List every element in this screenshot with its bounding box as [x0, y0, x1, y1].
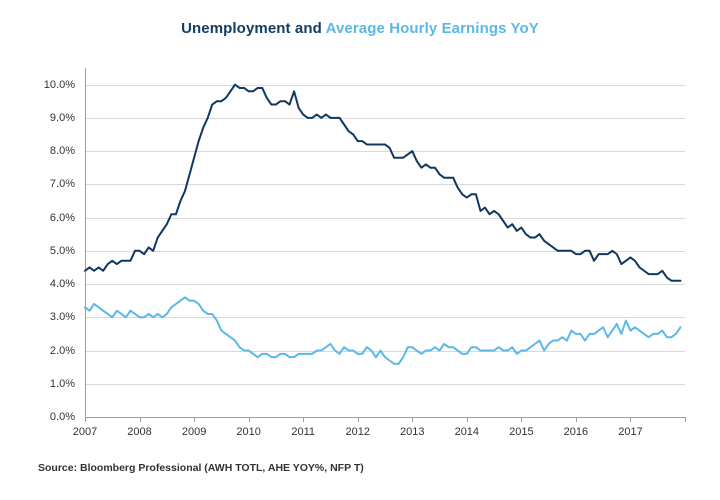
x-axis-tick-label: 2008 — [127, 426, 152, 438]
chart-title-part-earnings: Average Hourly Earnings YoY — [325, 20, 539, 37]
x-axis-tick — [358, 417, 359, 422]
chart-title — [0, 20, 720, 37]
x-axis-tick-label: 2015 — [509, 426, 534, 438]
x-axis-tick — [521, 417, 522, 422]
x-axis-tick — [140, 417, 141, 422]
y-axis-tick-label: 6.0% — [49, 211, 75, 224]
y-axis-tick-label: 2.0% — [49, 344, 75, 357]
x-axis-tick-label: 2013 — [400, 426, 425, 438]
x-axis-tick — [303, 417, 304, 422]
x-axis-tick-label: 2011 — [291, 426, 315, 438]
y-axis-tick-label: 7.0% — [49, 178, 75, 191]
chart-title-part-unemployment: Unemployment and — [181, 20, 326, 37]
y-axis-labels — [10, 68, 75, 423]
series-line — [85, 297, 680, 363]
y-axis-tick-label: 1.0% — [49, 377, 75, 390]
plot-area — [85, 68, 685, 417]
x-axis-tick — [630, 417, 631, 422]
y-axis-tick-label: 10.0% — [43, 78, 75, 91]
x-axis-tick — [685, 417, 686, 422]
x-axis-tick — [467, 417, 468, 422]
x-axis-tick — [85, 417, 86, 422]
x-axis-tick — [249, 417, 250, 422]
series-line — [85, 85, 680, 281]
x-axis-tick-label: 2014 — [454, 426, 480, 438]
x-axis-tick — [194, 417, 195, 422]
x-axis-tick-label: 2007 — [72, 426, 98, 438]
series-lines — [85, 68, 685, 418]
x-axis-tick-label: 2016 — [563, 426, 589, 438]
x-axis-tick — [412, 417, 413, 422]
x-axis-tick-label: 2017 — [618, 426, 643, 438]
y-axis-tick-label: 8.0% — [49, 145, 75, 158]
x-axis-labels — [72, 424, 685, 444]
y-axis-tick-label: 9.0% — [49, 111, 75, 124]
x-axis-tick-label: 2010 — [236, 426, 261, 438]
y-axis-tick-label: 3.0% — [49, 311, 75, 324]
y-axis-tick-label: 0.0% — [49, 411, 75, 423]
x-axis-tick-label: 2009 — [181, 426, 207, 438]
x-axis-tick — [576, 417, 577, 422]
y-axis-tick-label: 4.0% — [49, 278, 75, 291]
source-note: Source: Bloomberg Professional (AWH TOTL, AHE YOY%, NFP T) — [38, 462, 364, 474]
x-axis-tick-label: 2012 — [345, 426, 370, 438]
y-axis-tick-label: 5.0% — [49, 244, 75, 257]
